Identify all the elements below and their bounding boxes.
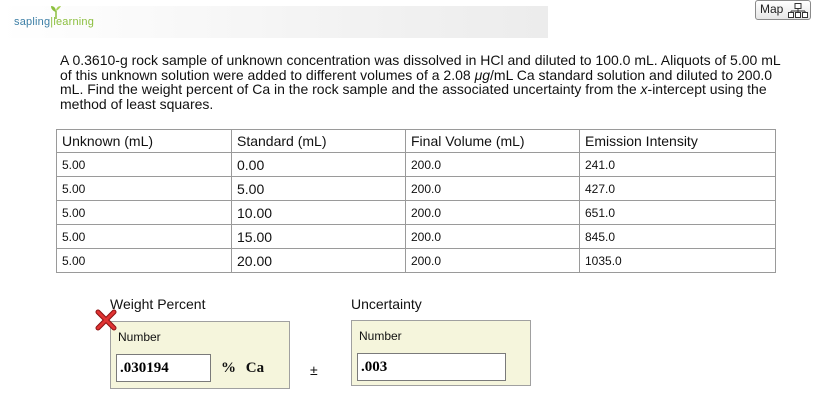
uncertainty-title: Uncertainty — [351, 296, 422, 312]
logo-text-learning: learning — [53, 16, 95, 28]
cell-unknown: 5.00 — [57, 177, 232, 201]
cell-unknown: 5.00 — [57, 249, 232, 273]
table-header-row — [57, 130, 776, 153]
cell-emission: 1035.0 — [580, 249, 776, 273]
cell-final-volume: 200.0 — [406, 177, 580, 201]
sapling-learning-logo[interactable] — [14, 16, 94, 28]
cell-standard: 15.00 — [232, 225, 406, 249]
table-row — [57, 225, 776, 249]
header-final-volume: Final Volume (mL) — [406, 130, 580, 153]
cell-standard: 0.00 — [232, 153, 406, 177]
cell-unknown: 5.00 — [57, 225, 232, 249]
uncertainty-answer-box — [351, 320, 531, 386]
logo-separator: | — [50, 16, 54, 28]
weight-percent-answer-box — [110, 321, 290, 389]
plus-minus-sign: ± — [310, 362, 318, 378]
cell-emission: 845.0 — [580, 225, 776, 249]
cell-emission: 241.0 — [580, 153, 776, 177]
table-row — [57, 153, 776, 177]
cell-standard: 10.00 — [232, 201, 406, 225]
cell-final-volume: 200.0 — [406, 153, 580, 177]
map-button[interactable] — [755, 0, 811, 20]
data-table — [56, 129, 776, 273]
weight-number-caption: Number — [118, 330, 161, 344]
cell-final-volume: 200.0 — [406, 201, 580, 225]
table-row — [57, 249, 776, 273]
cell-final-volume: 200.0 — [406, 225, 580, 249]
cell-emission: 651.0 — [580, 201, 776, 225]
table-row — [57, 201, 776, 225]
incorrect-x-icon — [95, 309, 117, 331]
header-emission-intensity: Emission Intensity — [580, 130, 776, 153]
map-button-label: Map — [760, 2, 784, 16]
cell-final-volume: 200.0 — [406, 249, 580, 273]
weight-percent-input[interactable] — [116, 354, 211, 382]
unit-percent-ca: % Ca — [221, 360, 265, 376]
cell-standard: 5.00 — [232, 177, 406, 201]
uncertainty-number-caption: Number — [359, 329, 402, 343]
question-text: A 0.3610-g rock sample of unknown concentration was dissolved in HCl and diluted to 100.0 mL. Aliquots of 5.00 mL of this unknown solution were added to different volumes of a 2.08 μg/mL Ca standard solution and diluted to 200.0 mL. Find the weight percent of Ca in the rock sample and the associated uncertainty from the x-intercept using the method of least squares. — [60, 52, 781, 112]
cell-unknown: 5.00 — [57, 153, 232, 177]
cell-unknown: 5.00 — [57, 201, 232, 225]
weight-percent-title: Weight Percent — [110, 296, 206, 312]
header-standard: Standard (mL) — [232, 130, 406, 153]
table-row — [57, 177, 776, 201]
cell-emission: 427.0 — [580, 177, 776, 201]
sitemap-icon — [788, 3, 808, 18]
logo-text-sapling: sapling — [14, 16, 51, 28]
uncertainty-input[interactable] — [357, 353, 506, 381]
cell-standard: 20.00 — [232, 249, 406, 273]
header-unknown: Unknown (mL) — [57, 130, 232, 153]
